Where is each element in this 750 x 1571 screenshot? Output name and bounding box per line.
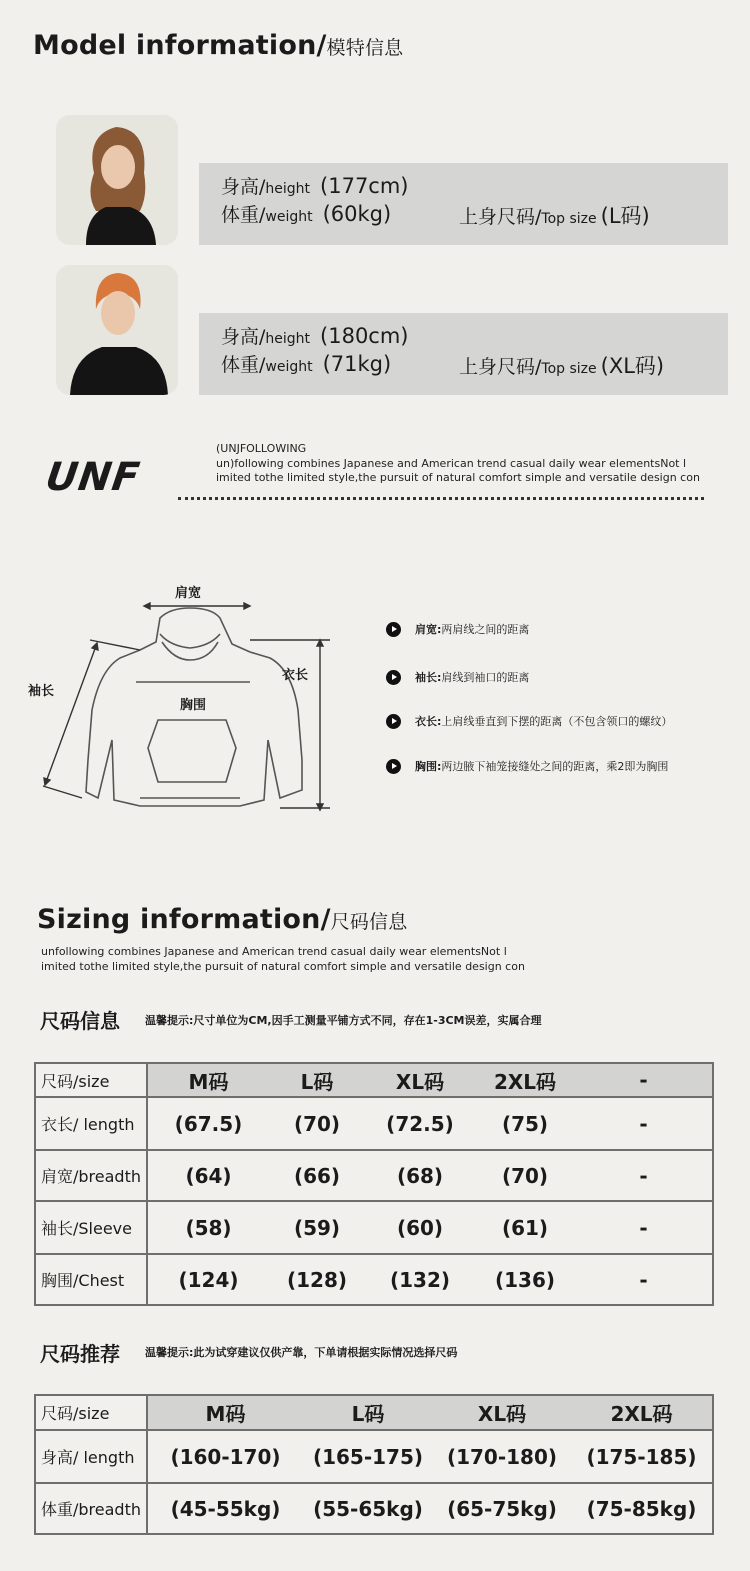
play-bullet-icon <box>386 670 401 685</box>
legend-desc: 两边腋下袖笼接缝处之间的距离，乘2即为胸围 <box>441 760 669 773</box>
top-size-label-en: Top size <box>541 211 597 227</box>
top-size-value: (L码) <box>600 204 650 228</box>
table-row <box>35 1201 713 1254</box>
model-title-zh: 模特信息 <box>326 37 404 59</box>
header-cell: - <box>575 1063 713 1097</box>
top-size-label: 上身尺码/ <box>459 356 542 378</box>
legend-desc: 两肩线之间的距离 <box>441 623 530 636</box>
header-cell: L码 <box>269 1063 365 1097</box>
model-1-weight <box>221 200 391 227</box>
size-table-title: 尺码信息 <box>40 1009 120 1033</box>
legend-term: 袖长: <box>415 671 442 684</box>
recommend-table <box>34 1394 714 1535</box>
size-table-header <box>35 1063 713 1097</box>
recommend-table-header <box>35 1395 713 1430</box>
row-header: 肩宽/breadth <box>35 1150 147 1201</box>
table-cell: (128) <box>269 1254 365 1305</box>
legend-term: 胸围: <box>415 760 442 773</box>
header-cell: L码 <box>303 1395 433 1430</box>
table-row <box>35 1150 713 1201</box>
table-cell: - <box>575 1254 713 1305</box>
model-photo-2 <box>56 265 178 395</box>
top-size-label: 上身尺码/ <box>459 206 542 228</box>
table-cell: (124) <box>147 1254 269 1305</box>
model-1-top-size <box>459 200 650 230</box>
size-table <box>34 1062 714 1306</box>
height-value: (180cm) <box>320 324 409 348</box>
table-row <box>35 1483 713 1534</box>
top-size-value: (XL码) <box>600 354 665 378</box>
legend-shoulder <box>386 621 529 637</box>
height-value: (177cm) <box>320 174 409 198</box>
legend-chest <box>386 758 668 774</box>
diagram-label-chest: 胸围 <box>180 698 207 713</box>
table-row <box>35 1097 713 1150</box>
table-cell: - <box>575 1097 713 1150</box>
header-cell: XL码 <box>365 1063 475 1097</box>
height-label: 身高/ <box>221 326 266 348</box>
table-cell: (170-180) <box>433 1430 571 1483</box>
weight-label-en: weight <box>265 209 313 225</box>
table-cell: (70) <box>475 1150 575 1201</box>
weight-value: (71kg) <box>322 352 392 376</box>
top-size-label-en: Top size <box>541 361 597 377</box>
table-cell: (60) <box>365 1201 475 1254</box>
row-header: 胸围/Chest <box>35 1254 147 1305</box>
header-cell: 2XL码 <box>475 1063 575 1097</box>
legend-term: 肩宽: <box>415 623 442 636</box>
dotted-divider <box>178 497 704 500</box>
header-cell: 尺码/size <box>35 1395 147 1430</box>
model-photo-1 <box>56 115 178 245</box>
play-bullet-icon <box>386 714 401 729</box>
model-portrait-icon <box>56 265 178 395</box>
header-cell: M码 <box>147 1395 303 1430</box>
table-cell: (132) <box>365 1254 475 1305</box>
weight-label: 体重/ <box>221 204 266 226</box>
diagram-label-sleeve: 袖长 <box>28 684 55 699</box>
table-cell: (58) <box>147 1201 269 1254</box>
legend-desc: 肩线到袖口的距离 <box>441 671 530 684</box>
table-cell: (55-65kg) <box>303 1483 433 1534</box>
table-cell: (59) <box>269 1201 365 1254</box>
diagram-label-shoulder: 肩宽 <box>175 586 202 601</box>
play-bullet-icon <box>386 759 401 774</box>
table-row <box>35 1430 713 1483</box>
table-cell: (136) <box>475 1254 575 1305</box>
sizing-title-zh: 尺码信息 <box>330 911 408 933</box>
row-header: 衣长/ length <box>35 1097 147 1150</box>
legend-sleeve <box>386 669 529 685</box>
table-cell: (66) <box>269 1150 365 1201</box>
weight-label-en: weight <box>265 359 313 375</box>
model-2-top-size <box>459 350 664 380</box>
table-cell: (45-55kg) <box>147 1483 303 1534</box>
sizing-tagline: unfollowing combines Japanese and American trend casual daily wear elementsNot l imited tothe limited style,the pursuit of natural comfort simple and versatile design con <box>41 945 525 973</box>
model-1-height <box>221 172 409 199</box>
model-portrait-icon <box>56 115 178 245</box>
model-2-weight <box>221 350 391 377</box>
table-cell: (65-75kg) <box>433 1483 571 1534</box>
table-cell: (160-170) <box>147 1430 303 1483</box>
recommend-table-note: 温馨提示:此为试穿建议仅供产靠，下单请根据实际情况选择尺码 <box>145 1346 458 1359</box>
sizing-section-title <box>37 904 407 935</box>
table-cell: - <box>575 1201 713 1254</box>
model-title-en: Model information/ <box>33 30 327 61</box>
table-cell: (70) <box>269 1097 365 1150</box>
table-cell: (75-85kg) <box>571 1483 713 1534</box>
header-cell: XL码 <box>433 1395 571 1430</box>
brand-tagline: (UNJFOLLOWING un)following combines Japanese and American trend casual daily wear elementsNot l imited tothe limited style,the pursuit of natural comfort simple and versatile design con <box>216 442 700 484</box>
weight-value: (60kg) <box>322 202 392 226</box>
legend-term: 衣长: <box>415 715 442 728</box>
table-cell: (67.5) <box>147 1097 269 1150</box>
model-2-height <box>221 322 409 349</box>
model-section-title <box>33 30 403 61</box>
table-cell: (61) <box>475 1201 575 1254</box>
row-header: 体重/breadth <box>35 1483 147 1534</box>
header-cell: 2XL码 <box>571 1395 713 1430</box>
height-label: 身高/ <box>221 176 266 198</box>
table-row <box>35 1254 713 1305</box>
play-bullet-icon <box>386 622 401 637</box>
weight-label: 体重/ <box>221 354 266 376</box>
table-cell: (68) <box>365 1150 475 1201</box>
recommend-table-title: 尺码推荐 <box>40 1342 120 1366</box>
table-cell: (64) <box>147 1150 269 1201</box>
row-header: 身高/ length <box>35 1430 147 1483</box>
header-cell: 尺码/size <box>35 1063 147 1097</box>
height-label-en: height <box>265 331 311 347</box>
table-cell: (75) <box>475 1097 575 1150</box>
height-label-en: height <box>265 181 311 197</box>
brand-logo: UNF <box>42 455 144 500</box>
legend-length <box>386 713 672 729</box>
diagram-label-length: 衣长 <box>282 668 309 683</box>
header-cell: M码 <box>147 1063 269 1097</box>
table-cell: - <box>575 1150 713 1201</box>
table-cell: (165-175) <box>303 1430 433 1483</box>
table-cell: (175-185) <box>571 1430 713 1483</box>
sizing-title-en: Sizing information/ <box>37 904 331 935</box>
legend-desc: 上肩线垂直到下摆的距离（不包含领口的螺纹） <box>441 715 673 728</box>
size-table-note: 温馨提示:尺寸单位为CM,因手工测量平铺方式不同，存在1-3CM误差，实属合理 <box>145 1014 542 1027</box>
table-cell: (72.5) <box>365 1097 475 1150</box>
row-header: 袖长/Sleeve <box>35 1201 147 1254</box>
